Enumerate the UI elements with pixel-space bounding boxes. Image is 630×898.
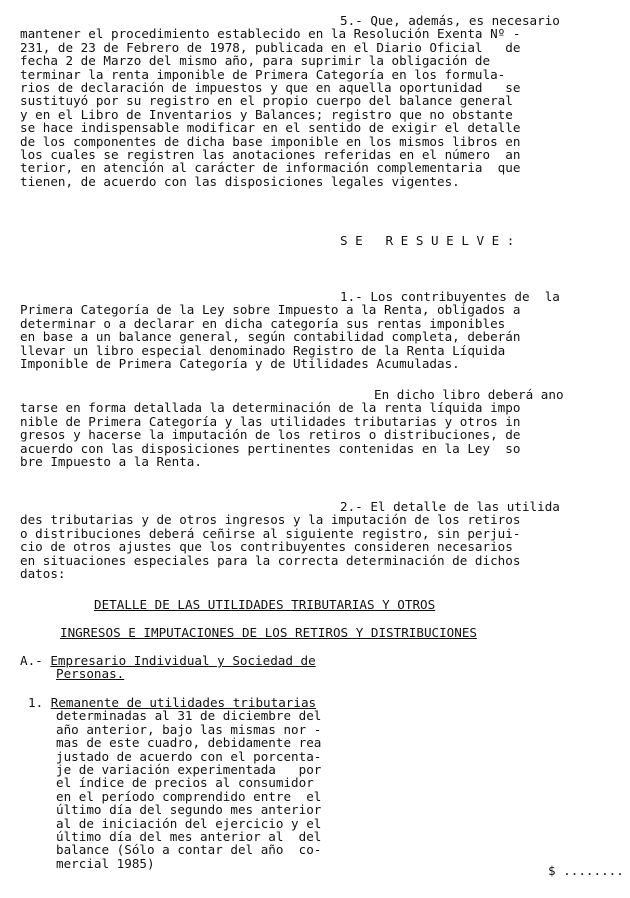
text-line: terior, en atención al carácter de información complementaria que [20, 160, 521, 176]
text-line: el índice de precios al consumidor [56, 775, 314, 791]
text-line: determinar o a declarar en dicha categoría sus rentas imponibles [20, 315, 506, 331]
text-line: en situaciones especiales para la correcta determinación de dichos [20, 552, 521, 568]
paragraph-5 [20, 14, 594, 188]
text-line: mantener el procedimiento establecido en la Resolución Exenta Nº - [20, 26, 521, 42]
text-line: datos: [20, 566, 66, 582]
text-line: mercial 1985) [56, 855, 155, 871]
text-line: justado de acuerdo con el porcenta- [56, 748, 322, 764]
text-line: gresos y hacerse la imputación de los retiros o distribuciones, de [20, 427, 521, 443]
text-line: En dicho libro deberá ano [374, 387, 564, 402]
text-line: rios de declaración de impuestos y que en aquella oportunidad se [20, 80, 521, 96]
text-line: 1.- Los contribuyentes de la [340, 289, 560, 304]
text-line: balance (Sólo a contar del año co- [56, 842, 322, 858]
section-a [20, 654, 594, 681]
section-label: A.- Empresario Individual y Sociedad de [20, 653, 316, 668]
amount-placeholder: $ ........ [548, 864, 624, 878]
text-line: 5.- Que, además, es necesario [340, 13, 560, 28]
resolve-heading [20, 234, 594, 247]
text-line: acuerdo con las disposiciones pertinentes contenidas en la Ley so [20, 440, 521, 456]
text-line: determinadas al 31 de diciembre del [56, 708, 322, 724]
text-line: al de iniciación del ejercicio y el [56, 815, 322, 831]
text-line: año anterior, bajo las mismas nor - [56, 721, 322, 737]
item-title-line: 1. Remanente de utilidades tributarias [28, 695, 317, 710]
text-line: o distribuciones deberá ceñirse al siguiente registro, sin perjui- [20, 525, 521, 541]
text-line: último día del mes anterior al del [56, 829, 322, 845]
text-line: en el período comprendido entre el [56, 788, 322, 804]
text-line: 2.- El detalle de las utilida [340, 499, 560, 514]
section-label: Personas. [56, 666, 125, 682]
text-line: 231, de 23 de Febrero de 1978, publicada en el Diario Oficial de [20, 39, 521, 55]
detalle-heading-1 [94, 598, 594, 611]
detalle-heading-2 [60, 626, 600, 639]
heading-text: DETALLE DE LAS UTILIDADES TRIBUTARIAS Y OTROS [94, 597, 436, 612]
heading-text: INGRESOS E IMPUTACIONES DE LOS RETIROS Y DISTRIBUCIONES [60, 625, 478, 640]
text-line: tienen, de acuerdo con las disposiciones legales vigentes. [20, 173, 460, 189]
heading-text: S E R E S U E L V E : [340, 233, 515, 248]
item-1 [20, 696, 594, 870]
text-line: Imponible de Primera Categoría y de Utilidades Acumuladas. [20, 356, 460, 372]
text-line: de los componentes de dicha base imponible en los mismos libros en [20, 133, 521, 149]
text-line: llevar un libro especial denominado Registro de la Renta Líquida [20, 342, 506, 358]
text-line: tarse en forma detallada la determinación de la renta líquida impo [20, 400, 521, 416]
paragraph-2 [20, 500, 594, 580]
paragraph-1 [20, 290, 594, 370]
text-line: mas de este cuadro, debidamente rea [56, 735, 322, 751]
text-line: y en el Libro de Inventarios y Balances; registro que no obstante [20, 106, 513, 122]
text-line: terminar la renta imponible de Primera Categoría en los formula- [20, 66, 513, 82]
text-line: des tributarias y de otros ingresos y la imputación de los retiros [20, 512, 521, 528]
amount-field [548, 864, 628, 877]
text-line: los cuales se registren las anotaciones referidas en el número an [20, 147, 521, 163]
text-line: último día del segundo mes anterior [56, 802, 322, 818]
paragraph-libro [20, 388, 594, 468]
text-line: nible de Primera Categoría y las utilidades tributarias y otros in [20, 413, 521, 429]
text-line: Primera Categoría de la Ley sobre Impuesto a la Renta, obligados a [20, 302, 521, 318]
text-line: cio de otros ajustes que los contribuyentes consideren necesarios [20, 539, 513, 555]
text-line: fecha 2 de Marzo del mismo año, para suprimir la obligación de [20, 53, 491, 69]
text-line: se hace indispensable modificar en el sentido de exigir el detalle [20, 120, 521, 136]
text-line: je de variación experimentada por [56, 762, 322, 778]
text-line: bre Impuesto a la Renta. [20, 454, 202, 470]
text-line: sustituyó por su registro en el propio cuerpo del balance general [20, 93, 513, 109]
text-line: en base a un balance general, según contabilidad completa, deberán [20, 329, 521, 345]
